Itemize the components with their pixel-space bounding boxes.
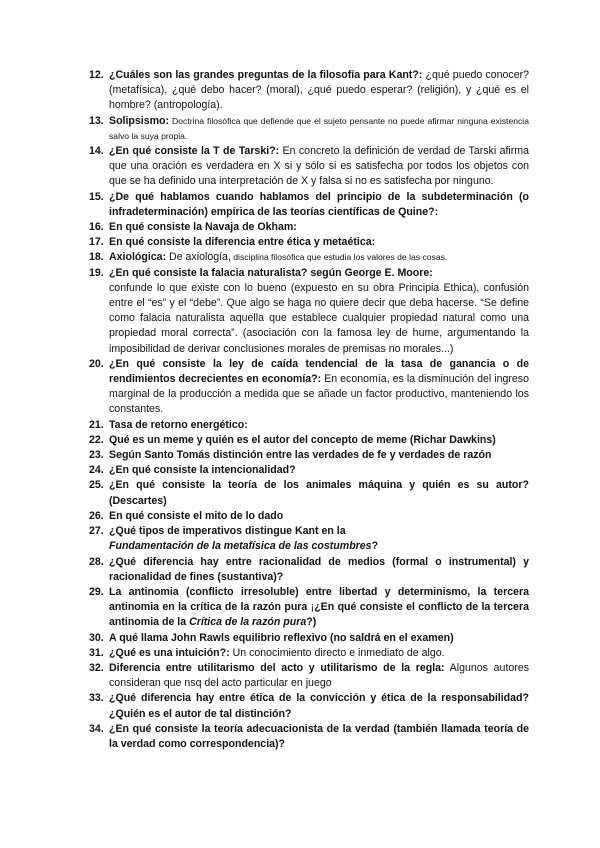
question-item [89, 661, 529, 691]
item-number: 21. [89, 418, 104, 431]
question-item [89, 631, 529, 646]
item-number: 26. [89, 509, 104, 522]
question-item [89, 524, 529, 554]
answer-text: ¡ [310, 601, 315, 614]
question-item [89, 555, 529, 585]
question-text: ¿En qué consiste la teoría adecuacionista de la verdad (también llamada teoría de la verdad como correspondencia)? [109, 722, 529, 750]
item-number: 13. [89, 114, 104, 127]
question-text: ¿De qué hablamos cuando hablamos del principio de la subdeterminación (o infradeterminación) empírica de las teorías científicas de Quine?: [109, 190, 529, 218]
question-item [89, 114, 529, 144]
answer-text: Doctrina filosófica que defiende que el sujeto pensante no puede afirmar ninguna existencia salvo la suya propia. [109, 115, 529, 141]
question-text: A qué llama John Rawls equilibrio reflexivo (no saldrá en el examen) [109, 631, 454, 644]
item-number: 27. [89, 525, 104, 538]
item-number: 15. [89, 190, 104, 203]
question-text: ?) [306, 616, 317, 629]
question-item [89, 646, 529, 661]
question-item [89, 144, 529, 190]
item-number: 25. [89, 479, 104, 492]
question-text: ¿Qué tipos de imperativos distingue Kant en la [109, 525, 346, 538]
question-item [89, 585, 529, 631]
item-number: 18. [89, 251, 104, 264]
question-text: ¿En qué consiste el conflicto de la tercera antinomia de la [109, 601, 529, 629]
question-text: Axiológica: [109, 251, 167, 264]
question-item [89, 448, 529, 463]
item-number: 30. [89, 631, 104, 644]
question-item [89, 266, 529, 357]
item-number: 16. [89, 221, 104, 234]
answer-text: En economía, es la disminución del ingreso marginal de la producción a medida que se añade un factor productivo, manteniendo los constantes. [109, 373, 529, 416]
item-number: 32. [89, 661, 104, 674]
question-item [89, 478, 529, 508]
question-item [89, 691, 529, 721]
item-number: 23. [89, 449, 104, 462]
question-text: ¿En qué consiste la falacia naturalista? según George E. Moore: [109, 266, 433, 279]
question-text: Tasa de retorno energético: [109, 418, 248, 431]
answer-text: confunde lo que existe con lo bueno (expuesto en su obra Principia Ethica), confusión entre el “es” y el “debe”. Que algo se haga no quiere decir que deba hacerse. “Se define como falacia naturalista aquella que establece cualquier propiedad natural como una propiedad moral correcta”. (asociación con la famosa ley de hume, argumentando la imposibilidad de derivar conclusiones morales de premisas no morales...) [109, 281, 529, 355]
answer-text: Un conocimiento directo e inmediato de algo. [229, 646, 445, 659]
question-item [89, 220, 529, 235]
item-number: 20. [89, 357, 104, 370]
answer-text: En concreto la definición de verdad de Tarski afirma que una oración es verdadera en X si y sólo si es satisfecha por todos los objetos con que se ha definido una interpretación de X y falsa si no es satisfecha por ninguno. [109, 145, 530, 188]
answer-text: ¿qué puedo conocer? (metafísica), ¿qué debo hacer? (moral), ¿qué puedo esperar? (religión), y ¿qué es el hombre? (antropología). [109, 69, 529, 112]
question-text: ¿En qué consiste la ley de caída tendencial de la tasa de ganancia o de rendimientos decrecientes en economía?: [109, 357, 529, 386]
question-text: ¿Qué diferencia hay entre ética de la convicción y ética de la responsabilidad? ¿Quién es el autor de tal distinción? [109, 692, 529, 720]
question-text-italic: Crítica de la razón pura [189, 616, 307, 629]
item-number: 31. [89, 646, 104, 659]
question-text: ¿Qué diferencia hay entre racionalidad de medios (formal o instrumental) y racionalidad de fines (sustantiva)? [109, 555, 529, 583]
question-text: ¿Cuáles son las grandes preguntas de la filosofía para Kant?: [109, 69, 423, 81]
answer-text: De axiología, [166, 251, 231, 264]
question-text: Solipsismo: [109, 114, 170, 127]
item-number: 17. [89, 236, 104, 249]
answer-text: Algunos autores consideran que nsq del acto particular en juego [109, 661, 529, 690]
question-item [89, 68, 529, 114]
question-item [89, 190, 529, 220]
question-text: La antinomia (conflicto irresoluble) entre libertad y determinismo, la tercera antinomia en la crítica de la razón pura [109, 585, 529, 614]
question-item [89, 235, 529, 250]
question-text: Qué es un meme y quién es el autor del concepto de meme (Richar Dawkins) [109, 433, 496, 446]
item-number: 29. [89, 585, 104, 598]
item-number: 24. [89, 464, 104, 477]
question-item [89, 250, 529, 265]
question-text: ¿En qué consiste la T de Tarski?: [109, 145, 280, 158]
item-number: 14. [89, 145, 104, 158]
question-text: ¿Qué es una intuición?: [109, 646, 230, 659]
item-number: 28. [89, 555, 104, 568]
item-number: 19. [89, 266, 104, 279]
question-text: En qué consiste el mito de lo dado [109, 509, 284, 522]
question-text: ¿En qué consiste la teoría de los animales máquina y quién es su autor? (Descartes) [109, 479, 529, 507]
item-number: 34. [89, 722, 104, 735]
question-text: Según Santo Tomás distinción entre las verdades de fe y verdades de razón [109, 449, 492, 462]
question-item [89, 463, 529, 478]
question-text: En qué consiste la Navaja de Okham: [109, 221, 297, 234]
item-number: 12. [89, 69, 104, 81]
question-item [89, 433, 529, 448]
question-item [89, 418, 529, 433]
question-item [89, 509, 529, 524]
question-text: En qué consiste la diferencia entre ética y metaética: [109, 236, 376, 249]
question-item [89, 357, 529, 418]
question-text: ¿En qué consiste la intencionalidad? [109, 464, 296, 477]
item-number: 33. [89, 692, 104, 705]
item-number: 22. [89, 433, 104, 446]
question-text-italic: Fundamentación de la metafísica de las costumbres [109, 540, 372, 553]
document-page [89, 68, 529, 752]
answer-text-small: disciplina filosófica que estudia los valores de las cosas. [230, 252, 448, 263]
question-text: ? [371, 540, 379, 553]
question-item [89, 722, 529, 752]
question-text: Diferencia entre utilitarismo del acto y utilitarismo de la regla: [109, 661, 445, 674]
